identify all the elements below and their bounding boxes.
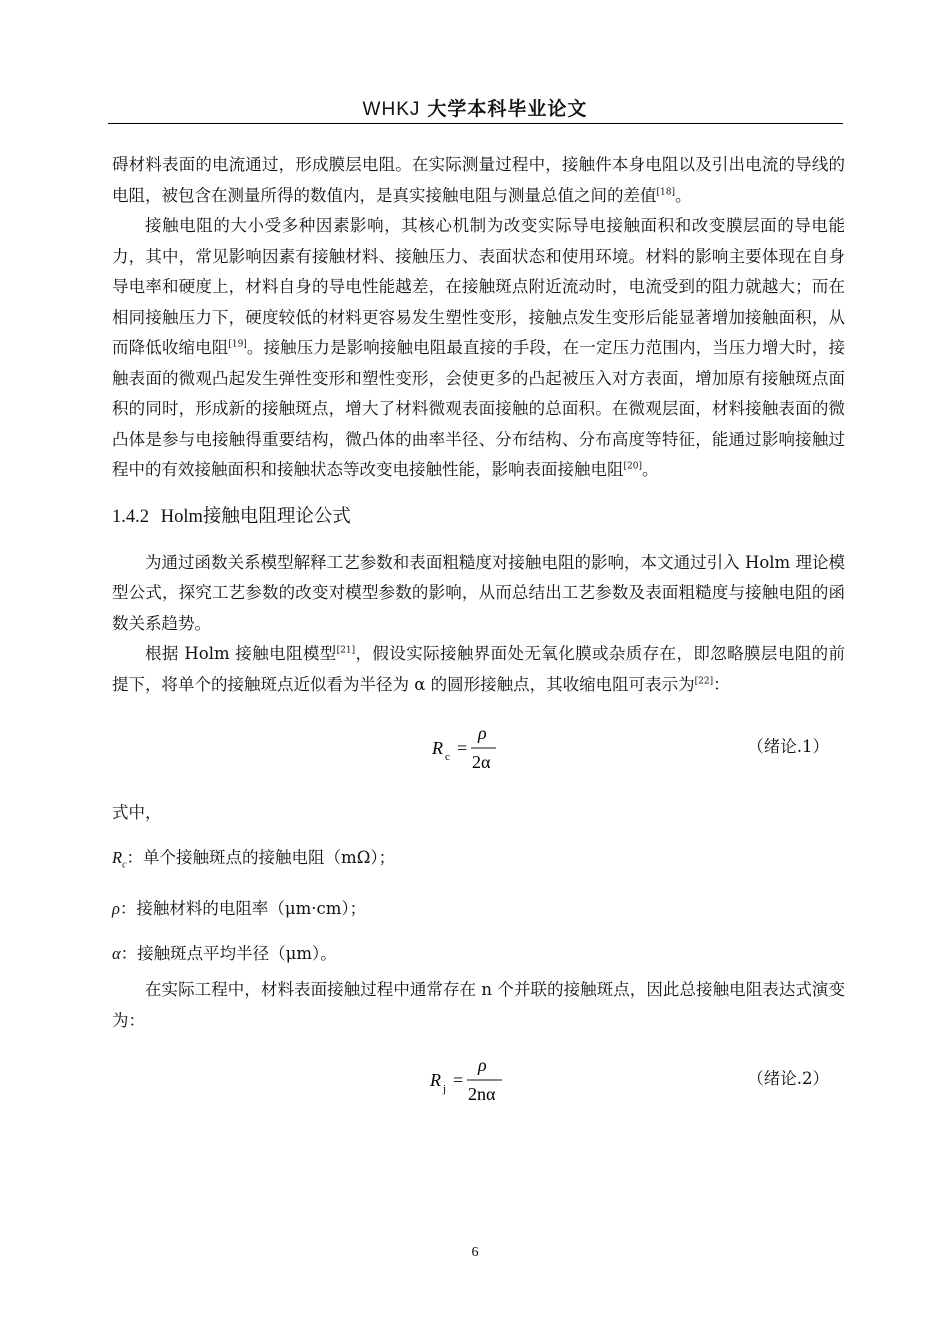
eq1-lhs-sub: c: [445, 751, 450, 763]
page-number: 6: [471, 1245, 479, 1260]
rc-description: ：单个接触斑点的接触电阻（mΩ）；: [126, 847, 396, 867]
definitions-intro: 式中，: [112, 803, 162, 822]
header-rule: [108, 123, 843, 124]
equation-2: [112, 1036, 845, 1116]
eq2-equals: =: [453, 1070, 464, 1091]
paragraph-2-end: 。: [641, 460, 659, 479]
alpha-description: ：接触斑点平均半径（μm）。: [120, 943, 337, 963]
paragraph-1: [112, 150, 845, 211]
rc-symbol: R: [112, 847, 123, 867]
eq1-denominator: 2α: [472, 752, 491, 772]
rc-subscript: c: [122, 858, 127, 870]
citation-20: [20]: [623, 461, 642, 472]
equation-1-label: （绪论.1）: [747, 737, 829, 756]
definition-alpha: [112, 939, 845, 970]
paragraph-1-end: 。: [674, 185, 692, 205]
paragraph-5: 在实际工程中，材料表面接触过程中通常存在 n 个并联的接触斑点，因此总接触电阻表达式演变为：: [112, 980, 845, 1030]
paragraph-4-text-a: 根据 Holm 接触电阻模型: [145, 644, 337, 663]
header-title-latin: WHKJ: [362, 99, 421, 120]
paragraph-4: [112, 639, 845, 700]
rho-symbol: ρ: [112, 899, 120, 919]
paragraph-4-text-b: ，假设实际接触界面处无氧化膜或杂质存在，即忽略膜层电阻的前提下，将单个的接触斑点近似看为半径为 α 的圆形接触点，其收缩电阻可表示为: [112, 644, 845, 694]
citation-22: [22]: [694, 676, 714, 686]
eq2-numerator: ρ: [478, 1055, 487, 1076]
paragraph-4-end: ：: [713, 674, 730, 694]
page-header: [0, 94, 950, 121]
eq1-numerator: ρ: [478, 723, 487, 743]
paragraph-3: 为通过函数关系模型解释工艺参数和表面粗糙度对接触电阻的影响，本文通过引入 Holm 理论模型公式，探究工艺参数的改变对模型参数的影响，从而总结出工艺参数及表面粗糙度与接触电阻的函数关系趋势。: [112, 552, 845, 633]
citation-19: [19]: [228, 339, 247, 350]
citation-21: [21]: [336, 645, 356, 656]
section-title-cn: 接触电阻理论公式: [202, 505, 351, 527]
paragraph-2-text-a: 接触电阻的大小受多种因素影响，其核心机制为改变实际导电接触面积和改变膜层面的导电能力，其中，常见影响因素有接触材料、接触压力、表面状态和使用环境。材料的影响主要体现在自身导电率和硬度上，材料自身的导电性能越差，在接触斑点附近流动时，电流受到的阻力就越大；而在相同接触压力下，硬度较低的材料更容易发生塑性变形，接触点发生变形后能显著增加接触面积，从而降低收缩电阻: [112, 216, 845, 357]
paragraph-1-text: 碍材料表面的电流通过，形成膜层电阻。在实际测量过程中，接触件本身电阻以及引出电流的导线的电阻，被包含在测量所得的数值内，是真实接触电阻与测量总值之间的差值: [112, 155, 845, 205]
equation-1-formula: [112, 704, 845, 784]
definition-rho: [112, 894, 845, 925]
paragraph-2-text-b: 。接触压力是影响接触电阻最直接的手段，在一定压力范围内，当压力增大时，接触表面的微观凸起发生弹性变形和塑性变形，会使更多的凸起被压入对方表面，增加原有接触斑点面积的同时，形成新的接触斑点，增大了材料微观表面接触的总面积。在微观层面，材料接触表面的微凸体是参与电接触得重要结构，微凸体的曲率半径、分布结构、分布高度等特征，能通过影响接触过程中的有效接触面积和接触状态等改变电接触性能，影响表面接触电阻: [112, 338, 846, 479]
alpha-symbol: α: [112, 943, 121, 963]
equation-1: [112, 704, 845, 784]
section-heading: [112, 502, 845, 532]
section-number: 1.4.2: [112, 506, 149, 527]
eq1-lhs: R: [432, 738, 443, 758]
eq2-denominator: 2nα: [468, 1084, 496, 1105]
paragraph-2: [112, 211, 845, 486]
eq2-lhs: R: [430, 1070, 441, 1091]
eq2-lhs-sub: j: [443, 1083, 447, 1096]
citation-18: [18]: [656, 187, 675, 197]
section-title-latin: Holm: [160, 506, 203, 527]
equation-2-label: （绪论.2）: [747, 1069, 829, 1089]
page-body: [112, 150, 845, 1116]
rho-description: ：接触材料的电阻率（μm·cm）；: [119, 899, 367, 919]
equation-2-formula: [112, 1036, 845, 1116]
definition-rc: [112, 843, 845, 881]
eq1-equals: =: [457, 738, 468, 758]
header-title-cn: 大学本科毕业论文: [427, 98, 588, 120]
